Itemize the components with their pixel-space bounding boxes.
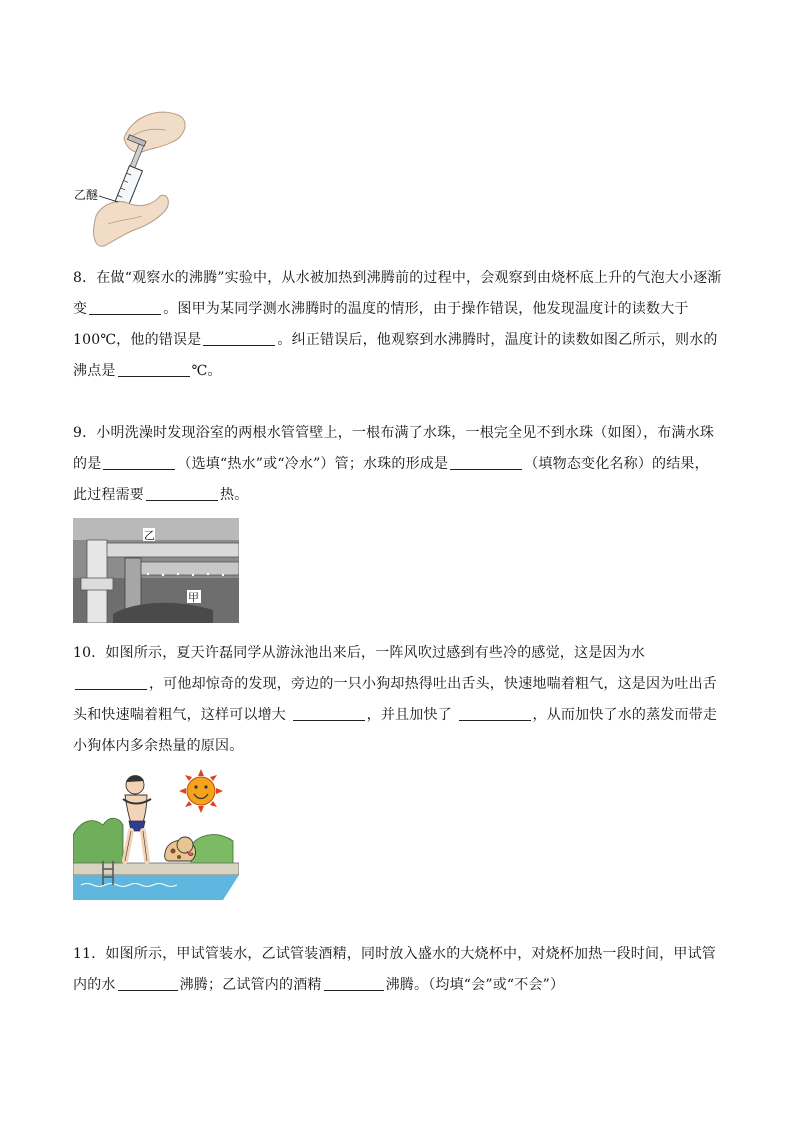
q11-blank-2[interactable] [324,974,384,991]
q9-text-3: （填物态变化名称）的结果，此过程需要 [73,456,709,503]
q10-text-2: ，可他却惊奇的发现，旁边的一只小狗却热得吐出舌头，快速地喘着粗气，这是因为吐出舌头和快速喘着粗气，这样可以增大 [73,676,717,723]
q11-text-2: 沸腾；乙试管内的酒精 [179,977,322,993]
q9-text-2: （选填“热水”或“冷水”）管；水珠的形成是 [177,456,449,472]
q10-text-4: ，从而加快了水的蒸发而带走小狗体内多余热量的原因。 [73,707,718,754]
q11-blank-1[interactable] [118,974,178,991]
q8-blank-3[interactable] [118,360,190,377]
q11-text-3: 沸腾。（均填“会”或“不会”） [385,977,565,993]
q8-blank-1[interactable] [89,298,161,315]
q8-text-4: ℃。 [191,363,222,379]
pipe-label-bottom: 甲 [188,591,199,604]
q10-blank-1[interactable] [75,673,147,690]
ether-label: 乙醚 [74,188,99,202]
pipe-label-top: 乙 [144,529,155,542]
q9-text-1: 9．小明洗澡时发现浴室的两根水管管壁上，一根布满了水珠，一根完全见不到水珠（如图），布满水珠的是 [73,425,715,472]
q8-text-2: 。图甲为某同学测水沸腾时的温度的情形，由于操作错误，他发现温度计的读数大于100℃，他的错误是 [73,301,689,348]
question-8 [73,263,723,387]
q9-blank-2[interactable] [450,453,522,470]
q9-text-4: 热。 [220,487,249,503]
syringe-figure [72,108,190,250]
swimmer-dog-figure [73,765,239,900]
q9-blank-3[interactable] [146,484,218,501]
question-10 [73,638,723,762]
q10-text-3: ，并且加快了 [366,707,452,723]
q10-text-1: 10．如图所示，夏天许磊同学从游泳池出来后，一阵风吹过感到有些冷的感觉，这是因为水 [73,645,646,661]
q11-text-1: 11．如图所示，甲试管装水，乙试管装酒精，同时放入盛水的大烧杯中，对烧杯加热一段时间，甲试管内的水 [73,946,717,993]
q8-text-1: 8．在做“观察水的沸腾”实验中，从水被加热到沸腾前的过程中，会观察到由烧杯底上升的气泡大小逐渐变 [73,270,722,317]
q8-text-3: 。纠正错误后，他观察到水沸腾时，温度计的读数如图乙所示，则水的沸点是 [73,332,718,379]
q8-blank-2[interactable] [203,329,275,346]
q10-blank-2[interactable] [293,704,365,721]
question-11 [73,939,723,1001]
q9-blank-1[interactable] [103,453,175,470]
question-9 [73,418,723,511]
q10-blank-3[interactable] [459,704,531,721]
pipes-photo [73,518,239,623]
